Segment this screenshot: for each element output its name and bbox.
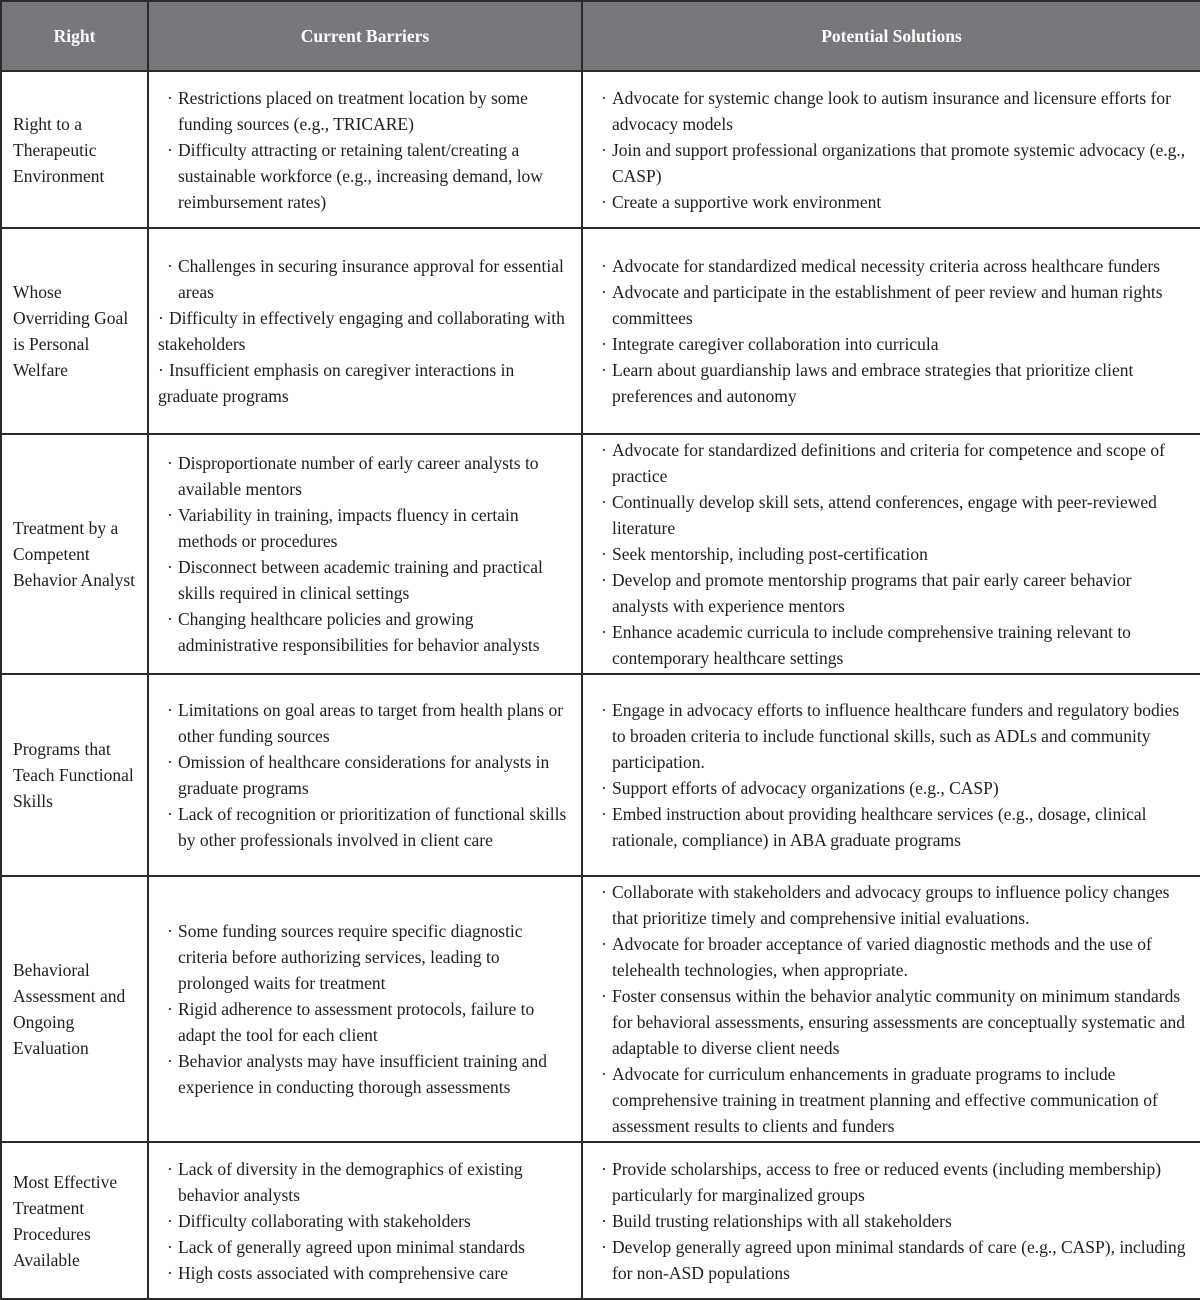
solution-item — [592, 801, 1192, 853]
barriers-list — [158, 697, 573, 853]
item-text: Omission of healthcare considerations for analysts in graduate programs — [178, 752, 550, 798]
item-text: Support efforts of advocacy organizations (e.g., CASP) — [612, 778, 999, 798]
barrier-item — [158, 749, 573, 801]
barrier-item — [158, 450, 573, 502]
solution-item — [592, 1156, 1192, 1208]
item-text: Behavior analysts may have insufficient training and experience in conducting thorough assessments — [178, 1051, 548, 1097]
table-row — [1, 71, 1200, 228]
bullet-dot-icon: · — [167, 1051, 173, 1071]
solution-item — [592, 1208, 1192, 1234]
solution-item — [592, 437, 1192, 489]
bullet-dot-icon: · — [601, 934, 607, 954]
item-text: Difficulty in effectively engaging and collaborating with stakeholders — [158, 308, 565, 354]
item-text: Integrate caregiver collaboration into curricula — [612, 334, 939, 354]
current-barriers-cell — [148, 434, 582, 674]
solution-item — [592, 619, 1192, 671]
header-right: Right — [1, 1, 148, 71]
bullet-dot-icon: · — [601, 360, 607, 380]
barriers-list — [158, 918, 573, 1100]
solution-item — [592, 697, 1192, 775]
solutions-list — [592, 437, 1192, 671]
right-cell: Treatment by a Competent Behavior Analyst — [1, 434, 148, 674]
bullet-dot-icon: · — [601, 256, 607, 276]
bullet-dot-icon: · — [167, 804, 173, 824]
item-text: Create a supportive work environment — [612, 191, 882, 212]
item-text: Insufficient emphasis on caregiver interactions in graduate programs — [158, 360, 515, 406]
barrier-item — [158, 801, 573, 853]
table-row — [1, 674, 1200, 876]
item-text: Disconnect between academic training and practical skills required in clinical settings — [178, 557, 543, 603]
potential-solutions-cell — [582, 1142, 1200, 1299]
bullet-dot-icon: · — [601, 334, 607, 354]
barrier-item — [158, 1260, 573, 1286]
current-barriers-cell — [148, 71, 582, 228]
barrier-item — [158, 1048, 573, 1100]
solution-item — [592, 879, 1192, 931]
item-text: Seek mentorship, including post-certification — [612, 544, 928, 564]
bullet-dot-icon: · — [601, 986, 607, 1006]
solution-item — [592, 775, 1192, 801]
bullet-dot-icon: · — [601, 440, 607, 460]
barrier-item — [158, 1234, 573, 1260]
item-text: Disproportionate number of early career analysts to available mentors — [178, 453, 539, 499]
solution-item — [592, 279, 1192, 331]
solution-item — [592, 1061, 1192, 1139]
item-text: Continually develop skill sets, attend conferences, engage with peer-reviewed literature — [612, 492, 1157, 538]
bullet-dot-icon: · — [167, 752, 173, 772]
solution-item — [592, 357, 1192, 409]
potential-solutions-cell — [582, 71, 1200, 228]
table-row — [1, 228, 1200, 434]
item-text: Lack of generally agreed upon minimal standards — [178, 1236, 525, 1257]
potential-solutions-cell — [582, 228, 1200, 434]
barrier-item — [158, 137, 573, 215]
barrier-item — [158, 502, 573, 554]
item-text: Difficulty attracting or retaining talent/creating a sustainable workforce (e.g., increasing demand, low reimbursement rates) — [178, 139, 543, 212]
right-cell: Behavioral Assessment and Ongoing Evaluation — [1, 876, 148, 1142]
solution-item — [592, 85, 1192, 137]
current-barriers-cell — [148, 876, 582, 1142]
item-text: High costs associated with comprehensive care — [178, 1262, 508, 1283]
solution-item — [592, 931, 1192, 983]
item-text: Difficulty collaborating with stakeholders — [178, 1210, 471, 1231]
barrier-item — [158, 1156, 573, 1208]
bullet-dot-icon: · — [167, 999, 173, 1019]
item-text: Restrictions placed on treatment location by some funding sources (e.g., TRICARE) — [178, 87, 528, 134]
solutions-list — [592, 697, 1192, 853]
item-text: Advocate for systemic change look to autism insurance and licensure efforts for advocacy models — [612, 87, 1172, 134]
table-row — [1, 1142, 1200, 1299]
table-header — [1, 1, 1200, 71]
current-barriers-cell — [148, 674, 582, 876]
bullet-dot-icon: · — [601, 1158, 607, 1179]
header-current-barriers: Current Barriers — [148, 1, 582, 71]
solution-item — [592, 253, 1192, 279]
bullet-dot-icon: · — [601, 570, 607, 590]
bullet-dot-icon: · — [158, 360, 164, 380]
solution-item — [592, 983, 1192, 1061]
bullet-dot-icon: · — [167, 1210, 173, 1231]
item-text: Build trusting relationships with all stakeholders — [612, 1210, 952, 1231]
barriers-list — [158, 253, 573, 409]
bullet-dot-icon: · — [601, 191, 607, 212]
bullet-dot-icon: · — [601, 1064, 607, 1084]
bullet-dot-icon: · — [167, 256, 173, 276]
table-row — [1, 876, 1200, 1142]
table-row — [1, 434, 1200, 674]
item-text: Limitations on goal areas to target from health plans or other funding sources — [178, 700, 564, 746]
bullet-dot-icon: · — [601, 139, 607, 160]
barrier-item — [158, 305, 573, 357]
right-cell: Whose Overriding Goal is Personal Welfare — [1, 228, 148, 434]
bullet-dot-icon: · — [167, 609, 173, 629]
bullet-dot-icon: · — [601, 804, 607, 824]
item-text: Learn about guardianship laws and embrace strategies that prioritize client preferences and autonomy — [612, 360, 1134, 406]
item-text: Collaborate with stakeholders and advocacy groups to influence policy changes that prioritize timely and comprehensive initial evaluations. — [612, 882, 1170, 928]
bullet-dot-icon: · — [601, 544, 607, 564]
solution-item — [592, 541, 1192, 567]
bullet-dot-icon: · — [158, 308, 164, 328]
item-text: Challenges in securing insurance approval for essential areas — [178, 256, 564, 302]
barriers-list — [158, 85, 573, 215]
table-body — [1, 71, 1200, 1299]
barrier-item — [158, 606, 573, 658]
right-cell: Right to a Therapeutic Environment — [1, 71, 148, 228]
barrier-item — [158, 253, 573, 305]
barrier-item — [158, 918, 573, 996]
bullet-dot-icon: · — [601, 282, 607, 302]
solution-item — [592, 567, 1192, 619]
item-text: Engage in advocacy efforts to influence healthcare funders and regulatory bodies to broaden criteria to include functional skills, such as ADLs and community participation. — [612, 700, 1180, 772]
item-text: Advocate for standardized definitions and criteria for competence and scope of practice — [612, 440, 1165, 486]
item-text: Join and support professional organizations that promote systemic advocacy (e.g., CASP) — [612, 139, 1186, 186]
barrier-item — [158, 697, 573, 749]
bullet-dot-icon: · — [601, 622, 607, 642]
solutions-list — [592, 1156, 1192, 1286]
barriers-list — [158, 450, 573, 658]
bullet-dot-icon: · — [167, 700, 173, 720]
right-cell: Programs that Teach Functional Skills — [1, 674, 148, 876]
item-text: Advocate and participate in the establishment of peer review and human rights committees — [612, 282, 1163, 328]
solution-item — [592, 489, 1192, 541]
barrier-item — [158, 996, 573, 1048]
bullet-dot-icon: · — [167, 1262, 173, 1283]
bullet-dot-icon: · — [601, 87, 607, 108]
item-text: Advocate for curriculum enhancements in graduate programs to include comprehensive training in treatment planning and effective communication of assessment results to clients and funders — [612, 1064, 1158, 1136]
right-cell: Most Effective Treatment Procedures Available — [1, 1142, 148, 1299]
item-text: Lack of recognition or prioritization of functional skills by other professionals involved in client care — [178, 804, 567, 850]
solutions-list — [592, 85, 1192, 215]
bullet-dot-icon: · — [601, 882, 607, 902]
bullet-dot-icon: · — [601, 1236, 607, 1257]
item-text: Develop and promote mentorship programs that pair early career behavior analysts with experience mentors — [612, 570, 1132, 616]
bullet-dot-icon: · — [601, 778, 607, 798]
barriers-list — [158, 1156, 573, 1286]
solutions-list — [592, 879, 1192, 1139]
solution-item — [592, 1234, 1192, 1286]
solution-item — [592, 137, 1192, 189]
bullet-dot-icon: · — [601, 1210, 607, 1231]
item-text: Advocate for broader acceptance of varied diagnostic methods and the use of telehealth technologies, when appropriate. — [612, 934, 1152, 980]
header-potential-solutions: Potential Solutions — [582, 1, 1200, 71]
solutions-list — [592, 253, 1192, 409]
item-text: Changing healthcare policies and growing administrative responsibilities for behavior analysts — [178, 609, 540, 655]
item-text: Embed instruction about providing healthcare services (e.g., dosage, clinical rationale, compliance) in ABA graduate programs — [612, 804, 1147, 850]
potential-solutions-cell — [582, 674, 1200, 876]
bullet-dot-icon: · — [167, 453, 173, 473]
potential-solutions-cell — [582, 876, 1200, 1142]
solution-item — [592, 331, 1192, 357]
item-text: Foster consensus within the behavior analytic community on minimum standards for behavioral assessments, ensuring assessments are conceptually systematic and adaptable to diverse client needs — [612, 986, 1185, 1058]
barrier-item — [158, 1208, 573, 1234]
barrier-item — [158, 554, 573, 606]
item-text: Provide scholarships, access to free or reduced events (including membership) particularly for marginalized groups — [612, 1158, 1162, 1205]
current-barriers-cell — [148, 228, 582, 434]
bullet-dot-icon: · — [167, 921, 173, 941]
item-text: Advocate for standardized medical necessity criteria across healthcare funders — [612, 256, 1161, 276]
bullet-dot-icon: · — [167, 1158, 173, 1179]
current-barriers-cell — [148, 1142, 582, 1299]
item-text: Variability in training, impacts fluency in certain methods or procedures — [178, 505, 519, 551]
item-text: Develop generally agreed upon minimal standards of care (e.g., CASP), including for non-ASD populations — [612, 1236, 1186, 1283]
bullet-dot-icon: · — [601, 700, 607, 720]
bullet-dot-icon: · — [167, 87, 173, 108]
barrier-item — [158, 85, 573, 137]
bullet-dot-icon: · — [167, 557, 173, 577]
potential-solutions-cell — [582, 434, 1200, 674]
bullet-dot-icon: · — [601, 492, 607, 512]
item-text: Lack of diversity in the demographics of existing behavior analysts — [178, 1158, 523, 1205]
item-text: Enhance academic curricula to include comprehensive training relevant to contemporary healthcare settings — [612, 622, 1131, 668]
header-row — [1, 1, 1200, 71]
barrier-item — [158, 357, 573, 409]
bullet-dot-icon: · — [167, 139, 173, 160]
item-text: Some funding sources require specific diagnostic criteria before authorizing services, leading to prolonged waits for treatment — [178, 921, 523, 993]
bullet-dot-icon: · — [167, 1236, 173, 1257]
bullet-dot-icon: · — [167, 505, 173, 525]
item-text: Rigid adherence to assessment protocols, failure to adapt the tool for each client — [178, 999, 535, 1045]
solution-item — [592, 189, 1192, 215]
